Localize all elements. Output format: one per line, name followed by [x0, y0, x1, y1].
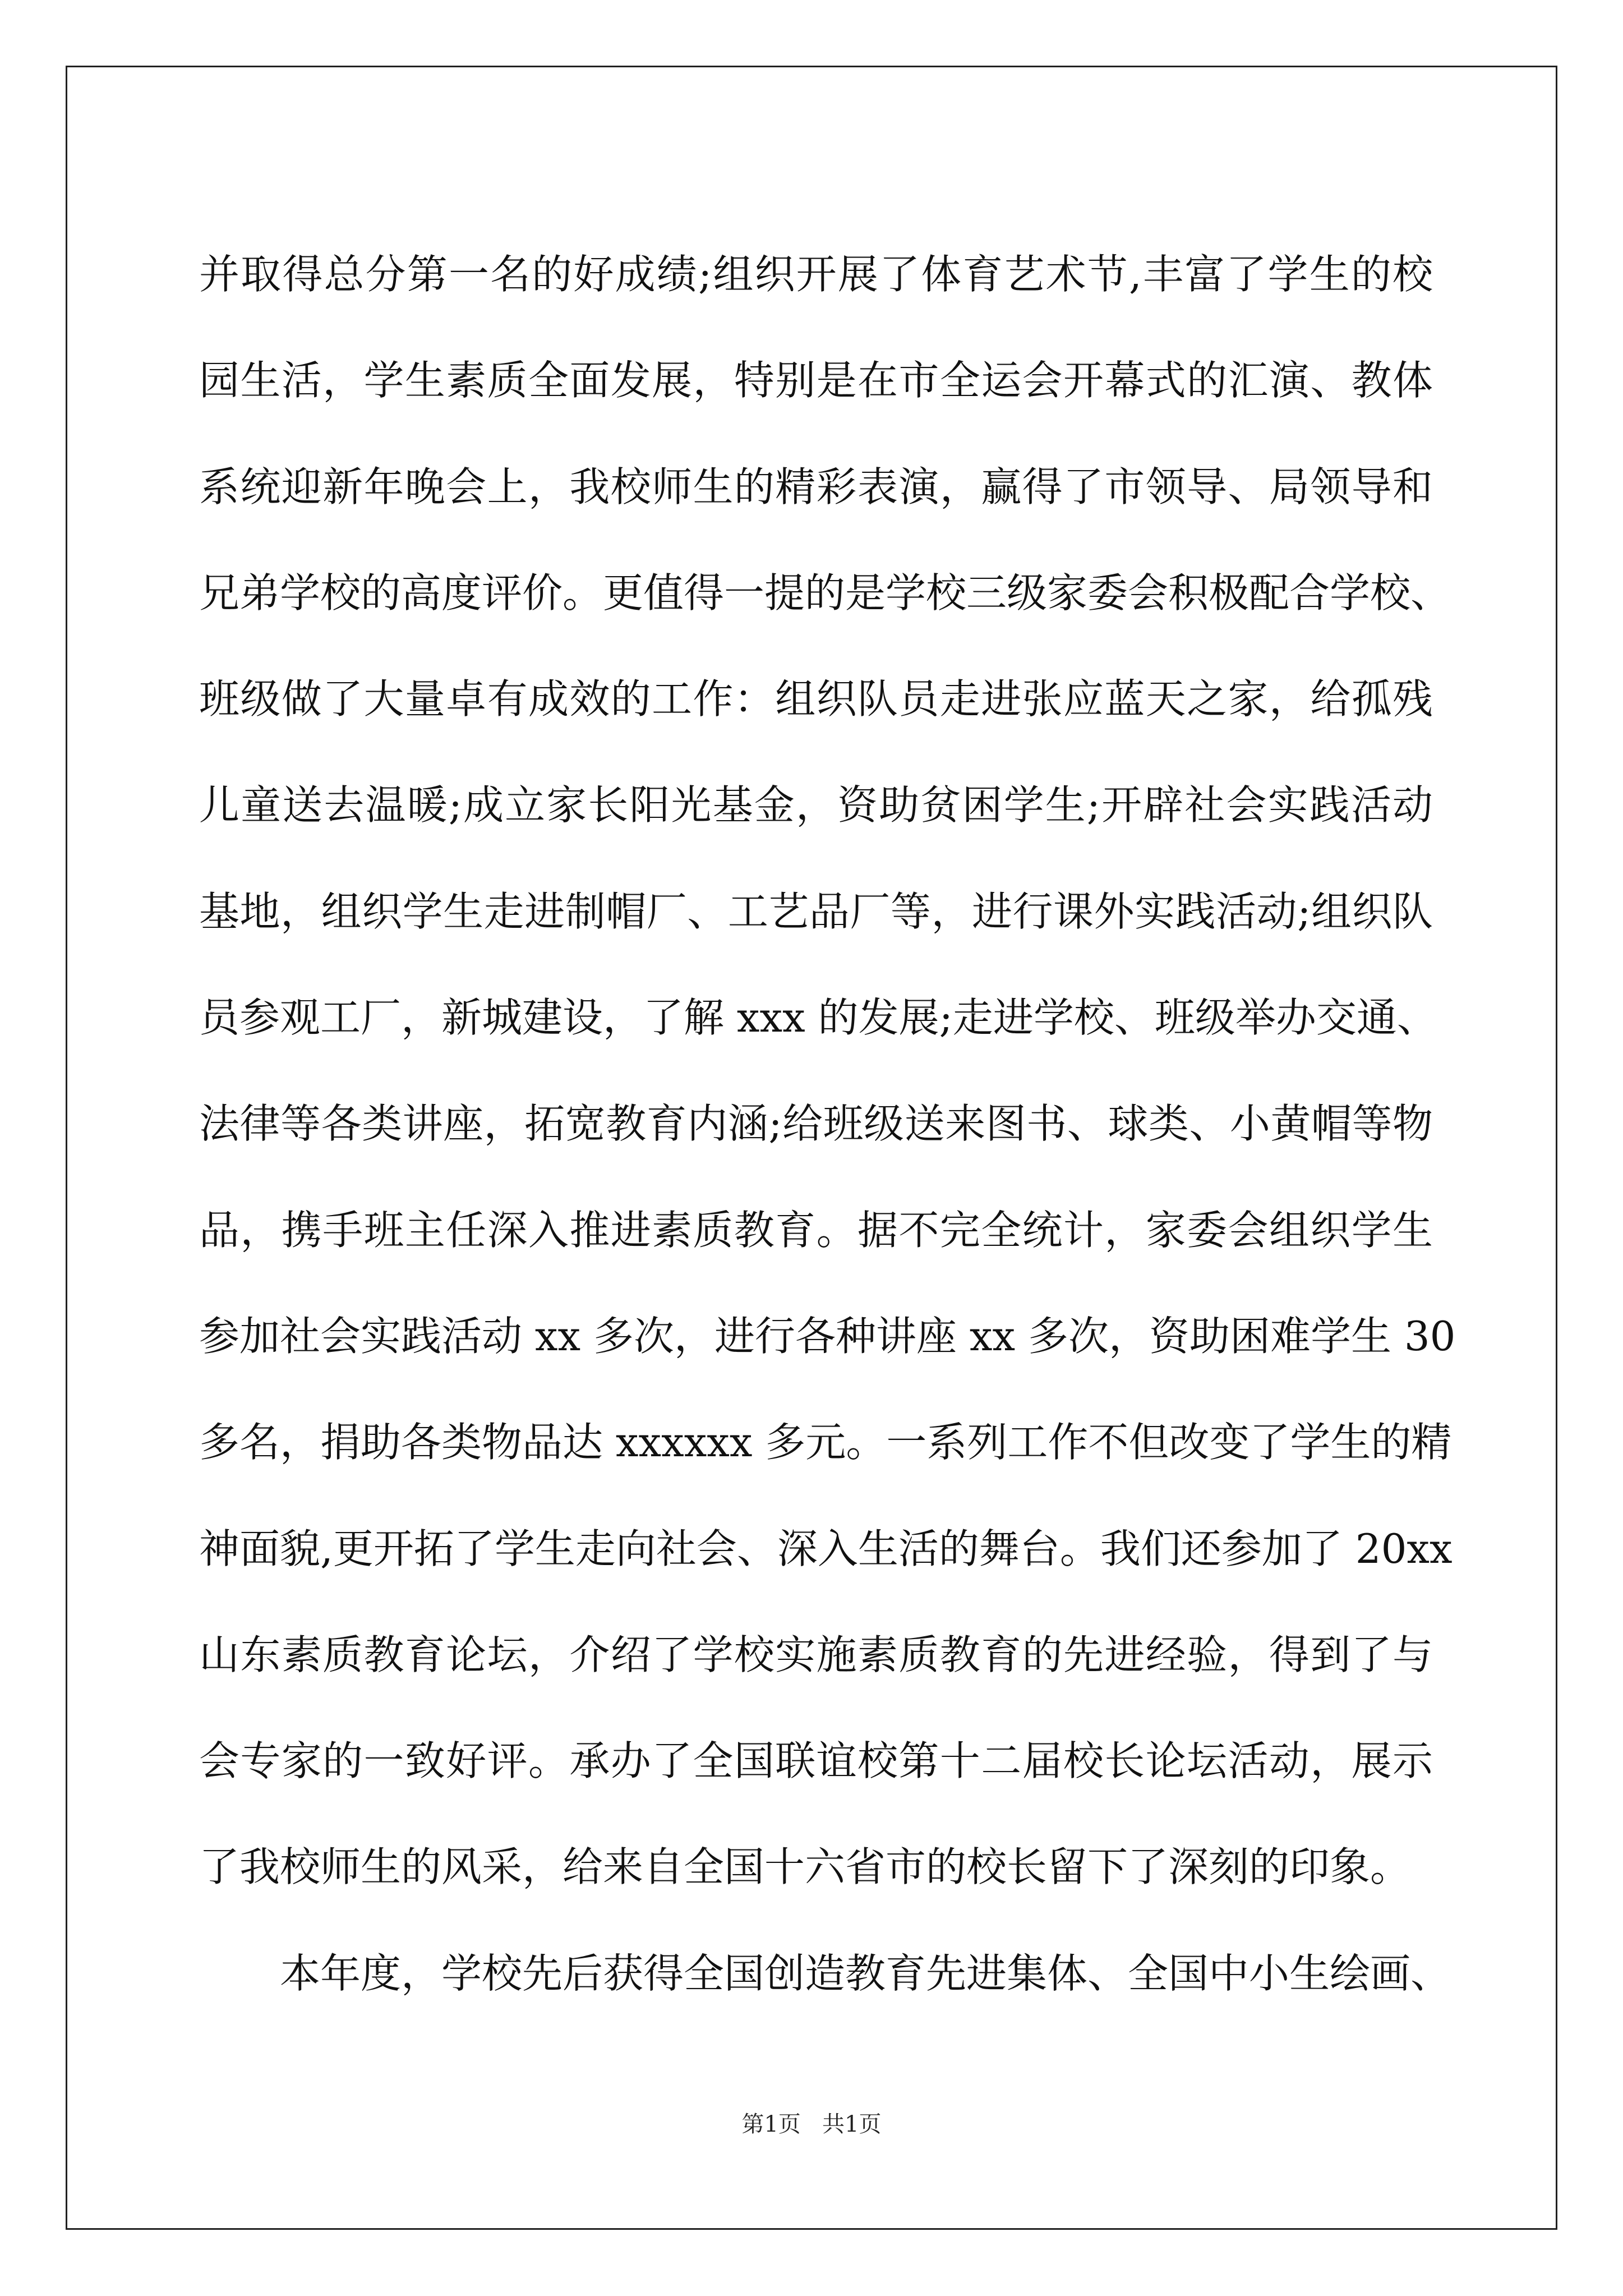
document-body — [199, 222, 1456, 2027]
text-line: 并取得总分第一名的好成绩;组织开展了体育艺术节,丰富了学生的校 — [199, 251, 1433, 298]
text-line: 兄弟学校的高度评价。更值得一提的是学校三级家委会积极配合学校、 — [199, 569, 1451, 616]
text-line: 法律等各类讲座，拓宽教育内涵;给班级送来图书、球类、小黄帽等物 — [199, 1100, 1433, 1148]
text-line: 神面貌,更开拓了学生走向社会、深入生活的舞台。我们还参加了 20xx — [199, 1525, 1453, 1572]
text-line: 员参观工厂，新城建设，了解 xxx 的发展;走进学校、班级举办交通、 — [199, 994, 1437, 1042]
text-line: 会专家的一致好评。承办了全国联谊校第十二届校长论坛活动，展示 — [199, 1737, 1433, 1785]
text-line: 基地，组织学生走进制帽厂、工艺品厂等，进行课外实践活动;组织队 — [199, 887, 1433, 935]
text-line: 参加社会实践活动 xx 多次，进行各种讲座 xx 多次，资助困难学生 30 — [199, 1312, 1456, 1360]
text-line: 班级做了大量卓有成效的工作：组织队员走进张应蓝天之家，给孤残 — [199, 675, 1433, 723]
text-line: 了我校师生的风采，给来自全国十六省市的校长留下了深刻的印象。 — [199, 1843, 1411, 1891]
text-line: 儿童送去温暖;成立家长阳光基金，资助贫困学生;开辟社会实践活动 — [199, 781, 1433, 829]
text-line: 山东素质教育论坛，介绍了学校实施素质教育的先进经验，得到了与 — [199, 1631, 1433, 1678]
text-line: 园生活，学生素质全面发展，特别是在市全运会开幕式的汇演、教体 — [199, 357, 1433, 404]
text-line: 多名，捐助各类物品达 xxxxxx 多元。一系列工作不但改变了学生的精 — [199, 1419, 1452, 1466]
page-number-footer: 第1页 共1页 — [741, 2111, 882, 2137]
text-line: 品，携手班主任深入推进素质教育。据不完全统计，家委会组织学生 — [199, 1206, 1433, 1254]
text-line: 系统迎新年晚会上，我校师生的精彩表演，赢得了市领导、局领导和 — [199, 463, 1433, 510]
paragraph-start-line: 本年度，学校先后获得全国创造教育先进集体、全国中小生绘画、 — [280, 1949, 1451, 1997]
